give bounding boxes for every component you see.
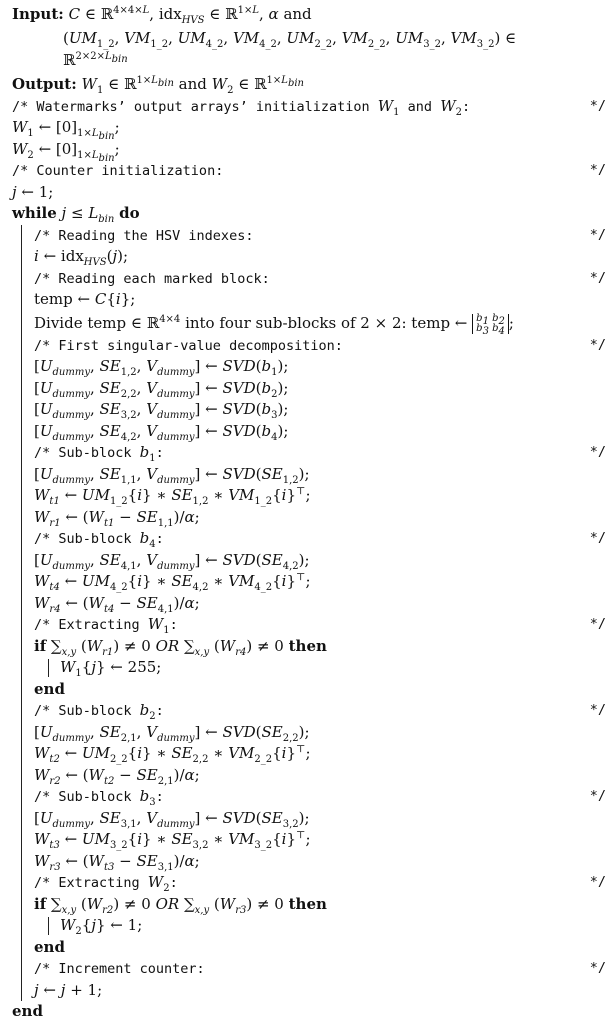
comment-increment: /* Increment counter: */ — [34, 960, 606, 977]
output-line: Output: $W_1$ ∈ ℝ$^{1\times L_{bin}}$ and $W_2$ ∈ ℝ$^{1\times L_{bin}}$ — [12, 74, 304, 96]
input-line-1: Input: C ∈ ℝ$^{4\times 4\times L}$, idx$_{HVS}$ ∈ ℝ$^{1\times L}$, α and — [12, 5, 312, 26]
stmt-wt3: $W_{t3}$ ← $UM_{3\_2}\{i\}$ ∗ $SE_{3,2}$ ∗ $VM_{3\_2}\{i\}^⊤$; — [34, 830, 311, 851]
stmt-wr2: $W_{r2}$ ← $(W_{t2} - SE_{2,1})/\alpha$; — [34, 765, 200, 787]
stmt-i-assign: i ← idx$_{HVS}$(j); — [34, 247, 128, 268]
if-w2-header: if $\sum_{x,y}$ $(W_{r2}) \ne 0$ OR $\sum_{x,y}$ $(W_{r3}) \ne 0$ then — [34, 894, 327, 916]
end-if-w1: end — [34, 679, 65, 698]
stmt-wr4: $W_{r4}$ ← $(W_{t4} - SE_{4,1})/\alpha$; — [34, 593, 200, 615]
comment-sub-b2: /* Sub-block $b_2$: */ — [34, 701, 606, 722]
stmt-wt4: $W_{t4}$ ← $UM_{4\_2}\{i\}$ ∗ $SE_{4,2}$ ∗ $VM_{4\_2}\{i\}^⊤$; — [34, 572, 311, 593]
comment-init: /* Watermarks’ output arrays’ initialization $W_1$ and $W_2$: */ — [12, 96, 606, 118]
input-label: Input: — [12, 5, 64, 23]
while-header: while $j \le L_{bin}$ do — [12, 204, 140, 225]
stmt-w1-set: $W_1\{j\}$ ← 255; — [60, 658, 162, 679]
stmt-svd-b4: [$U_{dummy}$, $SE_{4,2}$, $V_{dummy}$] ← $SVD(b_4)$; — [34, 421, 289, 443]
stmt-temp-assign: temp ← C{i}; — [34, 290, 136, 308]
comment-first-svd: /* First singular-value decomposition: */ — [34, 336, 606, 354]
comment-extract-w2: /* Extracting $W_2$: */ — [34, 873, 606, 894]
input-line-2: ($UM_{1\_2}$, $VM_{1\_2}$, $UM_{4\_2}$, $VM_{4\_2}$, $UM_{2\_2}$, $VM_{2\_2}$, $UM_{3\_2}$, $VM_{3\_2}$) ∈ — [63, 29, 517, 50]
stmt-j-inc: j ← j + 1; — [34, 980, 103, 999]
if-w2-body — [12, 915, 606, 937]
stmt-wt2: $W_{t2}$ ← $UM_{2\_2}\{i\}$ ∗ $SE_{2,2}$ ∗ $VM_{2\_2}\{i\}^⊤$; — [34, 744, 311, 765]
stmt-svd-se12: [$U_{dummy}$, $SE_{1,1}$, $V_{dummy}$] ← $SVD(SE_{1,2})$; — [34, 464, 310, 486]
stmt-svd-b1: [$U_{dummy}$, $SE_{1,2}$, $V_{dummy}$] ← $SVD(b_1)$; — [34, 357, 289, 378]
stmt-wt1: $W_{t1}$ ← $UM_{1\_2}\{i\}$ ∗ $SE_{1,2}$ ∗ $VM_{1\_2}\{i\}^⊤$; — [34, 486, 311, 507]
if-w1-body — [12, 657, 606, 679]
comment-sub-b1: /* Sub-block $b_1$: */ — [34, 443, 606, 464]
while-body — [12, 225, 606, 1002]
stmt-w2-init: $W_2$ ← $[0]_{1\times L_{bin}}$; — [12, 139, 120, 164]
stmt-svd-se22: [$U_{dummy}$, $SE_{2,1}$, $V_{dummy}$] ← $SVD(SE_{2,2})$; — [34, 722, 310, 744]
comment-reading-hsv: /* Reading the HSV indexes: */ — [34, 226, 606, 244]
end-if-w2: end — [34, 937, 65, 956]
comment-sub-b4: /* Sub-block $b_4$: */ — [34, 529, 606, 550]
output-label: Output: — [12, 74, 77, 93]
stmt-j-init: j ← 1; — [12, 182, 54, 201]
stmt-svd-se42: [$U_{dummy}$, $SE_{4,1}$, $V_{dummy}$] ← $SVD(SE_{4,2})$; — [34, 550, 310, 572]
stmt-svd-b2: [$U_{dummy}$, $SE_{2,2}$, $V_{dummy}$] ← $SVD(b_2)$; — [34, 378, 289, 400]
if-w1-header: if $\sum_{x,y}$ $(W_{r1}) \ne 0$ OR $\sum_{x,y}$ $(W_{r4}) \ne 0$ then — [34, 636, 327, 658]
stmt-divide: Divide temp ∈ ℝ$^{4\times 4}$ into four sub-blocks of 2 × 2: temp ← $b_1$ $b_2$ $b_3$ $b_4$ ; — [34, 312, 514, 337]
stmt-wr3: $W_{r3}$ ← $(W_{t3} - SE_{3,1})/\alpha$; — [34, 851, 200, 873]
block-matrix: $b_1$ $b_2$ $b_3$ $b_4$ — [472, 314, 509, 334]
comment-reading-block: /* Reading each marked block: */ — [34, 269, 606, 287]
stmt-svd-b3: [$U_{dummy}$, $SE_{3,2}$, $V_{dummy}$] ← $SVD(b_3)$; — [34, 400, 289, 421]
end-while: end — [12, 1002, 43, 1020]
stmt-svd-se32: [$U_{dummy}$, $SE_{3,1}$, $V_{dummy}$] ← $SVD(SE_{3,2})$; — [34, 808, 310, 830]
stmt-w2-set: $W_2\{j\}$ ← 1; — [60, 916, 143, 937]
comment-counter-init: /* Counter initialization: */ — [12, 162, 606, 179]
comment-sub-b3: /* Sub-block $b_3$: */ — [34, 787, 606, 808]
input-line-3: ℝ$^{2\times 2\times L_{bin}}$ — [63, 51, 128, 69]
stmt-wr1: $W_{r1}$ ← $(W_{t1} - SE_{1,1})/\alpha$; — [34, 507, 200, 529]
stmt-w1-init: $W_1$ ← $[0]_{1\times L_{bin}}$; — [12, 118, 120, 142]
comment-extract-w1: /* Extracting $W_1$: */ — [34, 615, 606, 636]
